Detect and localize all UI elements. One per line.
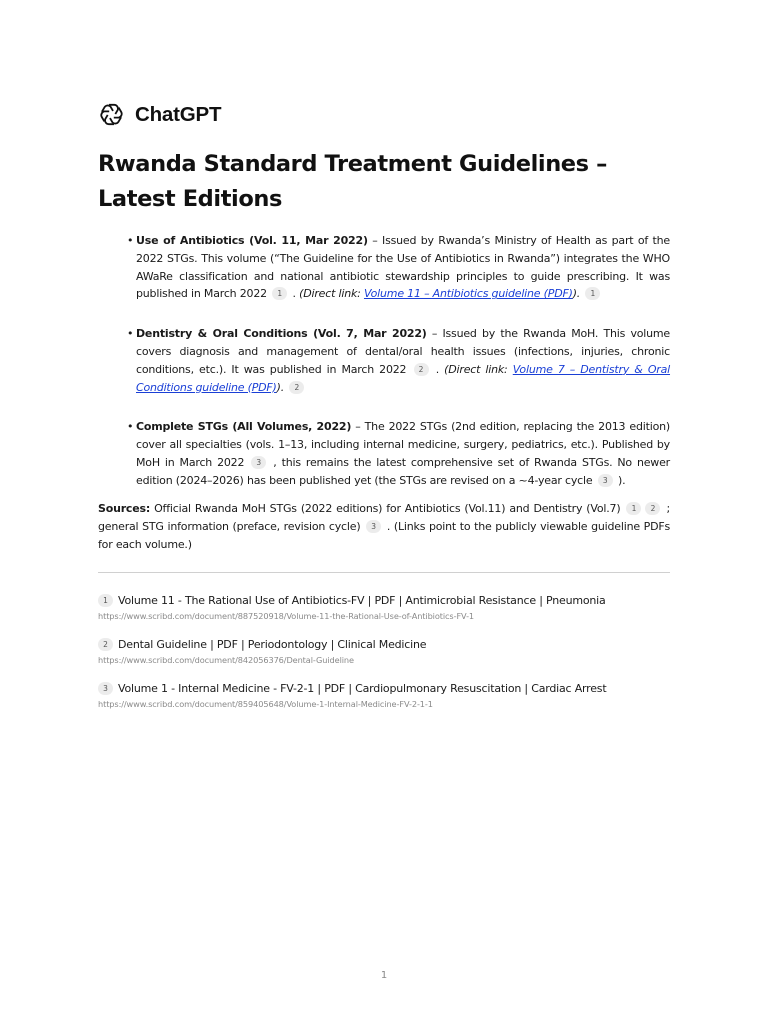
guideline-list xyxy=(128,232,670,512)
list-item-dentistry xyxy=(128,325,670,396)
openai-logo-icon xyxy=(98,101,125,128)
citation-badge[interactable]: 3 xyxy=(251,456,266,469)
brand-name: ChatGPT xyxy=(135,102,222,126)
bullet-text: . xyxy=(289,287,300,301)
citation-badge[interactable]: 2 xyxy=(414,363,429,376)
bullet-heading: Complete STGs (All Volumes, 2022) xyxy=(136,420,352,434)
bullet-text: – Issued by the Rwanda MoH. This volume covers diagnosis and management of dental/oral health issues (infections, injuries, chronic conditions, etc.). It was published in March 2022 xyxy=(136,327,670,376)
citation-badge[interactable]: 3 xyxy=(366,520,381,533)
reference-title-text: Dental Guideline | PDF | Periodontology | Clinical Medicine xyxy=(118,638,427,651)
reference-title[interactable] xyxy=(98,636,670,654)
sources-text: ; general STG information (preface, revision cycle) xyxy=(98,502,670,533)
page-title: Rwanda Standard Treatment Guidelines – Latest Editions xyxy=(98,151,607,212)
bullet-heading: Use of Antibiotics (Vol. 11, Mar 2022) xyxy=(136,234,368,247)
citation-badge[interactable]: 1 xyxy=(626,502,641,515)
reference-title-text: Volume 11 - The Rational Use of Antibiotics-FV | PDF | Antimicrobial Resistance | Pneumonia xyxy=(118,594,606,607)
list-item-complete-stgs xyxy=(128,418,670,489)
citation-badge[interactable]: 1 xyxy=(585,287,600,300)
reference-item[interactable] xyxy=(98,636,670,680)
direct-link-suffix: ). xyxy=(572,287,581,301)
reference-url[interactable]: https://www.scribd.com/document/887520918/Volume-11-the-Rational-Use-of-Antibiotics-FV-1 xyxy=(98,611,475,621)
citation-badge: 2 xyxy=(98,638,113,651)
sources-paragraph xyxy=(98,500,670,553)
bullet-text: . xyxy=(430,362,445,376)
reference-title-text: Volume 1 - Internal Medicine - FV-2-1 | PDF | Cardiopulmonary Resuscitation | Cardiac Arrest xyxy=(118,682,607,695)
bullet-text: , this remains the latest comprehensive set of Rwanda STGs. No newer edition (2024–2026) has been published yet (the STGs are revised on a ~4-year cycle xyxy=(136,455,670,487)
bullet-text: – The 2022 STGs (2nd edition, replacing the 2013 edition) cover all specialties (vols. 1–13, including internal medicine, surgery, pediatrics, etc.). Published by MoH in March 2022 xyxy=(136,420,670,469)
direct-link-prefix: (Direct link: xyxy=(444,362,513,376)
citation-badge[interactable]: 3 xyxy=(598,474,613,487)
bullet-text: – Issued by Rwanda’s Ministry of Health as part of the 2022 STGs. This volume (“The Guideline for the Use of Antibiotics in Rwanda”) integrates the WHO AWaRe classification and national antibiotic stewardship principles to guide prescribing. It was published in March 2022 xyxy=(136,234,670,301)
citation-badge[interactable]: 1 xyxy=(272,287,287,300)
reference-list xyxy=(98,592,670,724)
citation-badge: 3 xyxy=(98,682,113,695)
sources-label: Sources: xyxy=(98,502,151,515)
direct-link-prefix: (Direct link: xyxy=(299,287,364,301)
reference-item[interactable] xyxy=(98,592,670,636)
citation-badge[interactable]: 2 xyxy=(645,502,660,515)
page-number: 1 xyxy=(380,970,388,981)
bullet-heading: Dentistry & Oral Conditions (Vol. 7, Mar 2022) xyxy=(136,327,427,341)
antibiotics-guideline-link[interactable]: Volume 11 – Antibiotics guideline (PDF) xyxy=(363,287,573,301)
dentistry-guideline-link[interactable]: Volume 7 – Dentistry & Oral Conditions guideline (PDF) xyxy=(136,362,671,394)
reference-item[interactable] xyxy=(98,680,670,724)
sources-text: Official Rwanda MoH STGs (2022 editions) for Antibiotics (Vol.11) and Dentistry (Vol.7) xyxy=(150,502,625,515)
citation-badge: 1 xyxy=(98,594,113,607)
bullet-text: ). xyxy=(614,473,626,487)
sources-text: . (Links point to the publicly viewable guideline PDFs for each volume.) xyxy=(98,519,670,551)
list-item-antibiotics xyxy=(128,232,670,303)
brand-header xyxy=(98,101,221,128)
divider xyxy=(98,572,670,573)
reference-url[interactable]: https://www.scribd.com/document/859405648/Volume-1-Internal-Medicine-FV-2-1-1 xyxy=(98,699,433,709)
direct-link-suffix: ). xyxy=(276,380,285,394)
reference-url[interactable]: https://www.scribd.com/document/842056376/Dental-Guideline xyxy=(98,655,354,665)
reference-title[interactable] xyxy=(98,592,670,610)
citation-badge[interactable]: 2 xyxy=(289,381,304,394)
reference-title[interactable] xyxy=(98,680,670,698)
